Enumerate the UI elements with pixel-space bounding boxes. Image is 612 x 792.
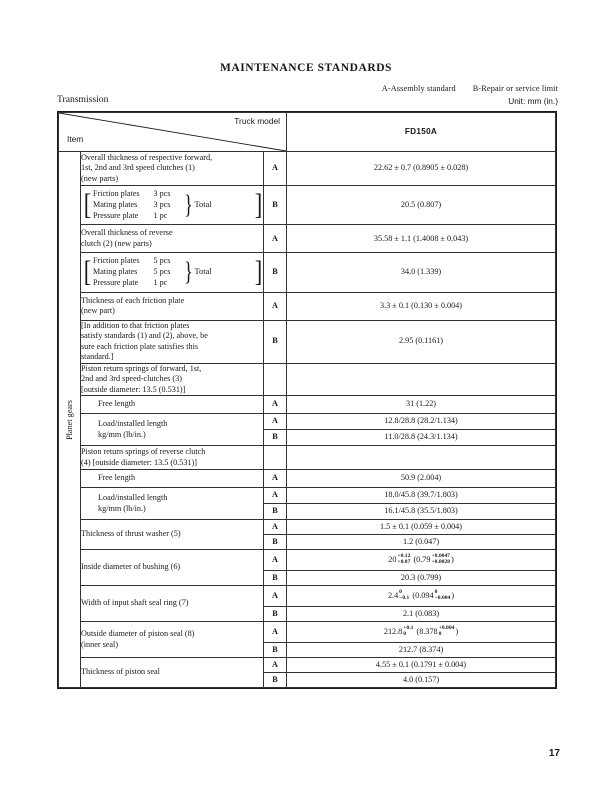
tolerance-paren-close: ) xyxy=(455,626,459,636)
tolerance-value xyxy=(384,626,458,638)
table-row xyxy=(59,622,556,643)
table-row xyxy=(59,470,556,488)
tolerance-lower: 0 xyxy=(403,630,407,637)
item-line: Free length xyxy=(98,473,136,483)
plate-name: Pressure plate xyxy=(93,277,139,287)
table-row xyxy=(59,186,556,225)
value-cell xyxy=(287,586,556,607)
plate-qty-list xyxy=(154,256,184,288)
item-line: Width of input shaft seal ring (7) xyxy=(81,598,189,608)
grade-cell: A xyxy=(264,396,287,414)
standards-legend xyxy=(0,84,612,93)
grade-cell xyxy=(264,446,287,470)
item-line: Outside diameter of piston seal (8) xyxy=(81,629,195,638)
tolerance-upper: 0 xyxy=(399,588,402,595)
value-cell: 22.62 ± 0.7 (0.8905 ± 0.028) xyxy=(287,152,556,186)
page-title: MAINTENANCE STANDARDS xyxy=(219,62,393,74)
value-cell: 4.55 ± 0.1 (0.1791 ± 0.004) xyxy=(287,658,556,673)
value-cell: 50.9 (2.004) xyxy=(287,470,556,488)
plate-count-bracket xyxy=(81,188,263,222)
item-text xyxy=(81,598,263,609)
plate-name: Mating plates xyxy=(93,199,138,209)
plate-count-bracket xyxy=(81,255,263,289)
table-row xyxy=(59,586,556,607)
tolerance-value xyxy=(388,590,454,602)
tolerance-base: 20 xyxy=(388,554,397,564)
item-cell xyxy=(81,586,264,622)
grade-cell: A xyxy=(264,550,287,571)
plate-qty: 3 pcs xyxy=(153,189,171,198)
item-text xyxy=(81,321,263,363)
bracket-left: [ xyxy=(83,255,92,289)
value-cell xyxy=(287,550,556,571)
plate-name-list xyxy=(93,189,140,221)
value-cell: 35.58 ± 1.1 (1.4008 ± 0.043) xyxy=(287,225,556,253)
group-label: Planet gears xyxy=(64,399,74,440)
value-cell: 212.7 (8.374) xyxy=(287,643,556,658)
item-text xyxy=(81,529,263,540)
item-cell xyxy=(81,186,264,225)
grade-cell: B xyxy=(264,186,287,225)
item-cell xyxy=(81,396,264,414)
tolerance-lower: +0.07 xyxy=(397,558,411,565)
grade-cell: B xyxy=(264,504,287,520)
tolerance-paren-open: (8.378 xyxy=(414,626,438,636)
brace-right: } xyxy=(183,257,193,287)
item-line: Piston return springs of reverse clutch xyxy=(81,447,206,456)
item-line: (new parts) xyxy=(81,173,119,183)
value-cell: 31 (1.22) xyxy=(287,396,556,414)
item-text xyxy=(81,364,263,396)
item-line: Load/installed length xyxy=(98,419,168,428)
item-text xyxy=(81,228,263,249)
grade-cell: B xyxy=(264,643,287,658)
item-cell xyxy=(81,446,264,470)
grade-cell: B xyxy=(264,571,287,586)
item-cell xyxy=(81,550,264,586)
tolerance-lower: +0.0028 xyxy=(431,558,451,565)
item-text xyxy=(81,153,263,185)
header-model-value: FD150A xyxy=(287,113,556,152)
grade-cell: A xyxy=(264,488,287,504)
table-row xyxy=(59,550,556,571)
table-row xyxy=(59,152,556,186)
legend-repair-limit: B-Repair or service limit xyxy=(472,84,558,93)
table-row xyxy=(59,414,556,430)
item-cell xyxy=(81,320,264,363)
item-text xyxy=(81,562,263,573)
grade-cell: A xyxy=(264,622,287,643)
plate-name-list xyxy=(93,256,140,288)
item-line: [In addition to that friction plates xyxy=(81,320,190,330)
table-row xyxy=(59,253,556,292)
item-line: Thickness of piston seal xyxy=(81,667,160,677)
grade-cell: A xyxy=(264,520,287,535)
plate-name: Pressure plate xyxy=(93,210,139,220)
item-cell xyxy=(81,520,264,550)
value-cell: 1.5 ± 0.1 (0.059 ± 0.004) xyxy=(287,520,556,535)
item-line: clutch (2) (new parts) xyxy=(81,238,152,248)
table-row xyxy=(59,446,556,470)
item-line: 1st, 2nd and 3rd speed clutches (1) xyxy=(81,163,195,173)
section-subject: Transmission xyxy=(57,94,109,105)
item-cell xyxy=(81,470,264,488)
plate-name: Mating plates xyxy=(93,267,138,276)
tolerance-upper: +0.1 xyxy=(403,624,414,631)
tolerance-lower: −0.1 xyxy=(399,594,410,601)
item-line: Inside diameter of bushing (6) xyxy=(81,562,181,572)
grade-cell: A xyxy=(264,414,287,430)
tolerance-paren-close: ) xyxy=(451,554,454,564)
plate-qty: 1 pc xyxy=(153,210,168,220)
item-line: (4) [outside diameter: 13.5 (0.531)] xyxy=(81,457,197,467)
grade-cell: A xyxy=(264,225,287,253)
item-cell xyxy=(81,658,264,688)
plate-name: Friction plates xyxy=(93,189,140,198)
plate-qty: 1 pc xyxy=(153,277,168,287)
table-header-row xyxy=(59,113,556,152)
item-text xyxy=(81,447,263,468)
value-cell: 2.1 (0.083) xyxy=(287,607,556,622)
item-text xyxy=(81,667,263,678)
item-line: (inner seal) xyxy=(81,639,119,649)
item-line: Free length xyxy=(98,399,136,409)
item-line: sure each friction plate satisfies this xyxy=(81,341,199,351)
table-row xyxy=(59,488,556,504)
bracket-body xyxy=(92,189,254,221)
item-cell xyxy=(81,292,264,320)
value-cell: 20.3 (0.799) xyxy=(287,571,556,586)
value-cell: 1.2 (0.047) xyxy=(287,535,556,550)
tolerance-lower: 0 xyxy=(438,630,442,637)
plate-name: Friction plates xyxy=(93,256,140,266)
item-line: Piston return springs of forward, 1st, xyxy=(81,363,202,373)
bracket-left: [ xyxy=(83,188,92,222)
value-cell: 18.0/45.8 (39.7/1.803) xyxy=(287,488,556,504)
item-text xyxy=(81,629,263,650)
value-cell: 11.0/28.8 (24.3/1.134) xyxy=(287,430,556,446)
item-line: Thickness of each friction plate xyxy=(81,295,185,305)
grade-cell: B xyxy=(264,607,287,622)
tolerance-base: 2.4 xyxy=(387,590,399,600)
item-cell xyxy=(81,363,264,396)
value-cell: 20.5 (0.807) xyxy=(287,186,556,225)
table-row xyxy=(59,658,556,673)
tolerance-stack-imperial xyxy=(439,626,455,638)
bracket-right: ] xyxy=(254,255,263,289)
tolerance-paren-open: (0.79 xyxy=(411,554,431,564)
bracket-right: ] xyxy=(254,188,263,222)
grade-cell: A xyxy=(264,470,287,488)
tolerance-stack-metric xyxy=(399,590,409,602)
value-cell: 2.95 (0.1161) xyxy=(287,320,556,363)
value-cell xyxy=(287,622,556,643)
plate-qty: 3 pcs xyxy=(153,199,171,209)
tolerance-upper: +0.12 xyxy=(397,552,411,559)
item-line: kg/mm (lb/in.) xyxy=(98,503,146,513)
table-row xyxy=(59,363,556,396)
table-row xyxy=(59,292,556,320)
table-row xyxy=(59,520,556,535)
item-cell xyxy=(81,152,264,186)
item-cell xyxy=(81,414,264,446)
item-line: Load/installed length xyxy=(98,493,168,502)
group-cell-planet-gears xyxy=(59,152,81,688)
item-cell xyxy=(81,488,264,520)
item-cell xyxy=(81,225,264,253)
bracket-body xyxy=(92,256,254,288)
grade-cell: A xyxy=(264,152,287,186)
legend-assembly-standard: A-Assembly standard xyxy=(381,84,456,93)
header-item-label: Item xyxy=(67,134,84,145)
tolerance-upper: 0 xyxy=(434,588,438,595)
item-cell xyxy=(81,622,264,658)
item-text xyxy=(81,296,263,317)
tolerance-upper: +0.004 xyxy=(438,624,455,631)
value-cell: 12.8/28.8 (28.2/1.134) xyxy=(287,414,556,430)
tolerance-stack-metric xyxy=(397,554,410,566)
item-line: 2nd and 3rd speed-clutches (3) xyxy=(81,374,182,383)
page-number: 17 xyxy=(548,748,560,759)
value-cell: 34.0 (1.339) xyxy=(287,253,556,292)
tolerance-paren-open: (0.094 xyxy=(410,590,434,600)
value-cell xyxy=(287,446,556,470)
item-line: (new part) xyxy=(81,306,115,315)
brace-right: } xyxy=(183,190,193,220)
grade-cell: A xyxy=(264,658,287,673)
item-line: Overall thickness of respective forward, xyxy=(81,152,213,162)
grade-cell: A xyxy=(264,586,287,607)
item-line: standard.] xyxy=(81,352,114,361)
tolerance-stack-imperial xyxy=(435,590,451,602)
grade-cell: B xyxy=(264,430,287,446)
value-cell xyxy=(287,363,556,396)
tolerance-stack-metric xyxy=(403,626,413,638)
item-line: kg/mm (lb/in.) xyxy=(98,429,146,439)
value-cell: 3.3 ± 0.1 (0.130 ± 0.004) xyxy=(287,292,556,320)
table-row xyxy=(59,225,556,253)
header-corner-cell xyxy=(59,113,287,152)
grade-cell: B xyxy=(264,535,287,550)
item-text xyxy=(81,473,263,484)
item-text xyxy=(81,419,263,440)
item-line: Overall thickness of reverse xyxy=(81,228,173,238)
item-text xyxy=(81,399,263,410)
plate-qty-list xyxy=(154,189,184,221)
total-label: Total xyxy=(194,267,212,276)
grade-cell: B xyxy=(264,673,287,688)
value-cell: 4.0 (0.157) xyxy=(287,673,556,688)
grade-cell xyxy=(264,363,287,396)
tolerance-upper: +0.0047 xyxy=(431,552,451,559)
grade-cell: B xyxy=(264,253,287,292)
header-truck-model-label: Truck model xyxy=(234,116,281,126)
tolerance-paren-close: ) xyxy=(451,590,455,600)
item-line: Thickness of thrust washer (5) xyxy=(81,529,181,539)
tolerance-base: 212.8 xyxy=(383,626,403,636)
tolerance-value xyxy=(388,554,454,566)
table-row xyxy=(59,396,556,414)
item-line: satisfy standards (1) and (2), above, be xyxy=(81,331,208,340)
unit-note: Unit: mm (in.) xyxy=(508,96,558,106)
table-row xyxy=(59,320,556,363)
tolerance-lower: −0.004 xyxy=(434,594,451,601)
item-cell xyxy=(81,253,264,292)
item-line: [outside diameter: 13.5 (0.531)] xyxy=(81,384,186,394)
item-text xyxy=(81,493,263,514)
grade-cell: A xyxy=(264,292,287,320)
tolerance-stack-imperial xyxy=(432,554,451,566)
maintenance-standards-table xyxy=(57,111,557,689)
plate-qty: 5 pcs xyxy=(153,267,171,276)
plate-qty: 5 pcs xyxy=(153,256,171,266)
value-cell: 16.1/45.8 (35.5/1.803) xyxy=(287,504,556,520)
grade-cell: B xyxy=(264,320,287,363)
total-label: Total xyxy=(194,199,212,209)
